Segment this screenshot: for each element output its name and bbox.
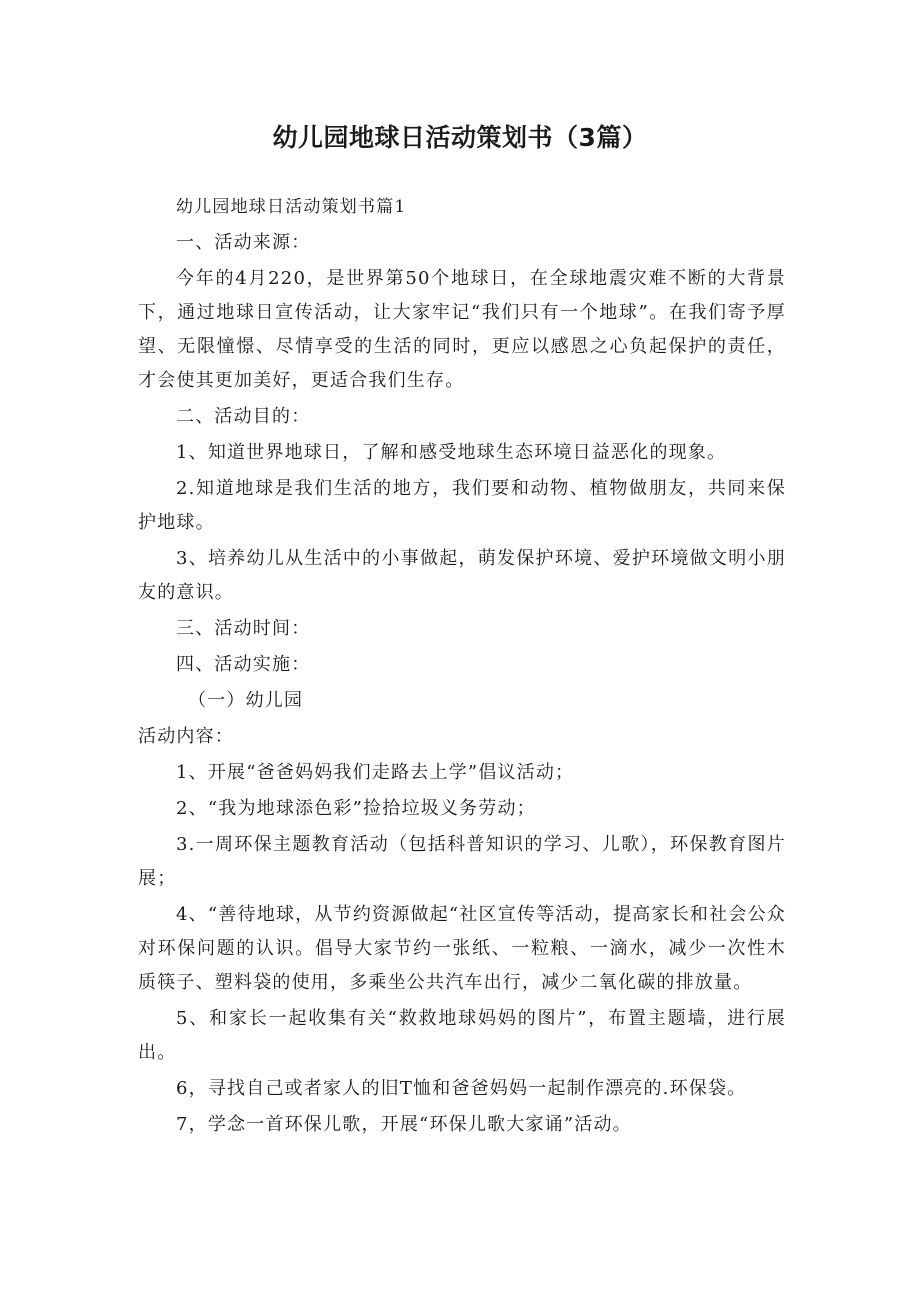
- document-title: 幼儿园地球日活动策划书（3篇）: [272, 123, 648, 152]
- paragraph: 3、培养幼儿从生活中的小事做起，萌发保护环境、爱护环境做文明小朋友的意识。: [138, 548, 786, 603]
- list-item: 4、“善待地球，从节约资源做起“社区宣传等活动，提高家长和社会公众对环保问题的认识。倡导大家节约一张纸、一粒粮、一滴水，减少一次性木质筷子、塑料袋的使用，多乘坐公共汽车出行，减少二氧化碳的排放量。: [138, 904, 786, 993]
- paragraph-subheading: （一）幼儿园: [188, 690, 304, 711]
- paragraph: 2.知道地球是我们生活的地方，我们要和动物、植物做朋友，共同来保护地球。: [138, 478, 786, 533]
- paragraph-heading-4: 四、活动实施：: [176, 654, 311, 675]
- list-item: 3.一周环保主题教育活动（包括科普知识的学习、儿歌），环保教育图片展；: [138, 834, 786, 889]
- paragraph: 1、知道世界地球日，了解和感受地球生态环境日益恶化的现象。: [176, 442, 727, 463]
- list-item: 7，学念一首环保儿歌，开展“环保儿歌大家诵”活动。: [176, 1114, 632, 1135]
- list-item: 2、“我为地球添色彩”捡拾垃圾义务劳动；: [176, 798, 536, 819]
- paragraph-heading-3: 三、活动时间：: [176, 618, 311, 639]
- paragraph-label: 活动内容：: [138, 726, 234, 747]
- section-subtitle: 幼儿园地球日活动策划书篇1: [176, 197, 407, 217]
- paragraph-heading-1: 一、活动来源：: [176, 232, 311, 253]
- list-item: 5、和家长一起收集有关“救救地球妈妈的图片”，布置主题墙，进行展出。: [138, 1008, 786, 1063]
- paragraph-heading-2: 二、活动目的：: [176, 406, 311, 427]
- list-item: 1、开展“爸爸妈妈我们走路去上学”倡议活动；: [176, 762, 575, 783]
- list-item: 6，寻找自己或者家人的旧T恤和爸爸妈妈一起制作漂亮的.环保袋。: [176, 1078, 747, 1099]
- document-body: [138, 190, 786, 1144]
- paragraph: 今年的4月220，是世界第50个地球日，在全球地震灾难不断的大背景下，通过地球日宣传活动，让大家牢记“我们只有一个地球”。在我们寄予厚望、无限憧憬、尽情享受的生活的同时，更应以感恩之心负起保护的责任，才会使其更加美好，更适合我们生存。: [138, 268, 786, 391]
